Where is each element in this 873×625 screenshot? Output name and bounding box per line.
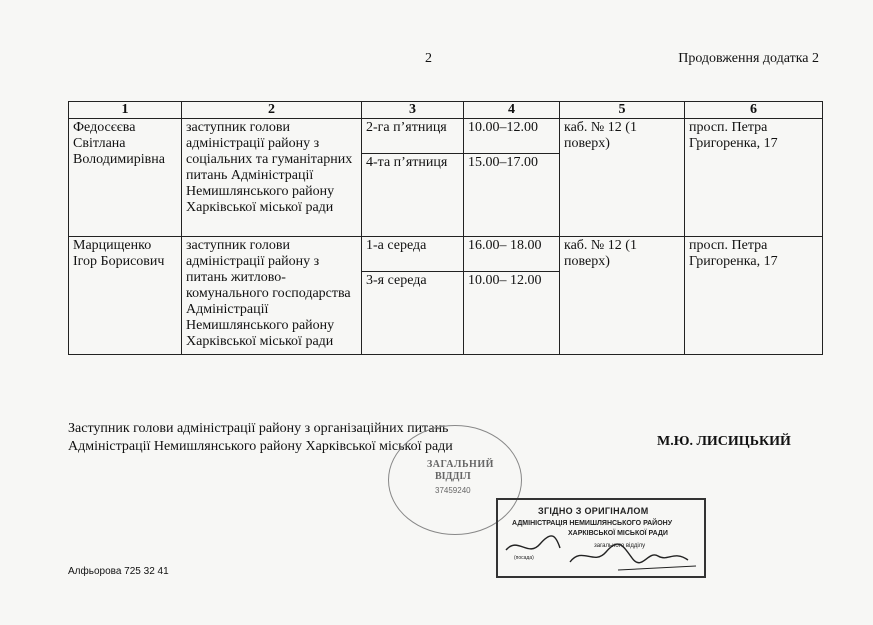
column-header: 4 [464,102,560,119]
reception-day: 1-а середа [362,237,464,272]
reception-day: 2-га п’ятниця [362,119,464,154]
column-header: 6 [685,102,823,119]
reception-time: 16.00– 18.00 [464,237,560,272]
column-header: 2 [182,102,362,119]
signatory-title-line1: Заступник голови адміністрації району з організаційних питань [68,421,449,436]
column-header: 1 [69,102,182,119]
schedule-table [68,101,823,355]
reception-day: 3-я середа [362,272,464,355]
stamp-department: загального відділу [594,543,646,549]
stamp-org-line2: ХАРКІВСЬКОЇ МІСЬКОЇ РАДИ [568,530,668,537]
reception-time: 10.00–12.00 [464,119,560,154]
reception-day: 4-та п’ятниця [362,154,464,237]
official-position: заступник голови адміністрації району з питань житлово-комунального господарства Адміністрації Немишлянського району Харківської міської ради [182,237,362,355]
reception-time: 10.00– 12.00 [464,272,560,355]
round-stamp-line2: ВІДДІЛ [435,471,471,482]
handwritten-signature-icon [498,500,704,576]
reception-room: каб. № 12 (1 поверх) [560,237,685,355]
official-position: заступник голови адміністрації району з соціальних та гуманітарних питань Адміністрації Немишлянського району Харківської міської ради [182,119,362,237]
table-row [69,119,823,154]
reception-address: просп. Петра Григоренка, 17 [685,119,823,237]
stamp-position-caption: (посада) [514,555,534,561]
column-header: 3 [362,102,464,119]
signature-block [68,420,453,456]
official-name: Федосєєва Світлана Володимирівна [69,119,182,237]
round-stamp-line1: ЗАГАЛЬНИЙ [427,459,494,470]
reception-time: 15.00–17.00 [464,154,560,237]
page-number: 2 [425,51,432,66]
reception-address: просп. Петра Григоренка, 17 [685,237,823,355]
official-name: Марцищенко Ігор Борисович [69,237,182,355]
reception-room: каб. № 12 (1 поверх) [560,119,685,237]
stamp-title: ЗГІДНО З ОРИГІНАЛОМ [538,506,649,516]
certified-copy-stamp [496,498,706,578]
footer-contact: Алфьорова 725 32 41 [68,566,169,577]
appendix-continuation: Продовження додатка 2 [678,51,819,66]
table-header-row [69,102,823,119]
signer-name: М.Ю. ЛИСИЦЬКИЙ [657,434,791,449]
column-header: 5 [560,102,685,119]
signatory-title-line2: Адміністрації Немишлянського району Харківської міської ради [68,439,453,454]
table-row [69,237,823,272]
round-stamp-code: 37459240 [435,486,471,495]
stamp-org-line1: АДМІНІСТРАЦІЯ НЕМИШЛЯНСЬКОГО РАЙОНУ [512,520,673,527]
